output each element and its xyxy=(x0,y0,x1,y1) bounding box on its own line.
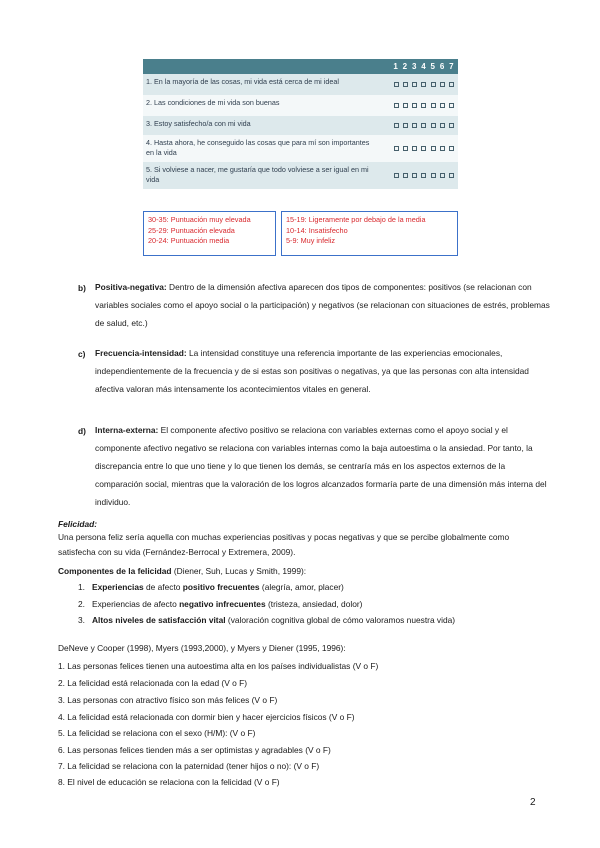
scale-item xyxy=(143,135,458,162)
answer-checkbox[interactable] xyxy=(394,103,399,108)
item-text: (alegría, amor, placer) xyxy=(259,582,344,592)
answer-checkbox[interactable] xyxy=(403,146,408,151)
answer-checkbox[interactable] xyxy=(431,123,436,128)
component-title: Positiva-negativa: xyxy=(95,282,167,292)
scale-item-text: 2. Las condiciones de mi vida son buenas xyxy=(146,98,280,107)
scale-number: 7 xyxy=(449,62,454,71)
scale-number: 1 xyxy=(393,62,398,71)
answer-checkbox[interactable] xyxy=(449,103,454,108)
list-number: 1. xyxy=(78,582,85,592)
item-text: Experiencias xyxy=(91,599,140,609)
quiz-item: 8. El nivel de educación se relaciona con la felicidad (V o F) xyxy=(58,777,280,787)
answer-checkbox[interactable] xyxy=(394,146,399,151)
answer-checkbox[interactable] xyxy=(440,123,445,128)
answer-checkbox[interactable] xyxy=(394,173,399,178)
component-title: Interna-externa: xyxy=(95,425,159,435)
answer-checkbox[interactable] xyxy=(421,173,426,178)
answer-checkbox[interactable] xyxy=(449,173,454,178)
scale-item-text: 1. En la mayoría de las cosas, mi vida está cerca de mi ideal xyxy=(146,77,339,86)
score-legend-low xyxy=(281,211,458,256)
score-legend-high xyxy=(143,211,276,256)
felicidad-definition: Una persona feliz sería aquella con muchas experiencias positivas y pocas negativas y que se percibe globalmente como satisfecha con su vida (Fernández-Berrocal y Extremera, 2009). xyxy=(58,532,510,557)
score-line: 10-14: Insatisfecho xyxy=(286,225,348,235)
answer-checkbox[interactable] xyxy=(412,146,417,151)
scale-numbers xyxy=(391,59,456,74)
components-reference: (Diener, Suh, Lucas y Smith, 1999): xyxy=(173,566,307,576)
answer-checkbox[interactable] xyxy=(449,123,454,128)
component-paragraph xyxy=(95,421,550,511)
answer-checkbox[interactable] xyxy=(431,146,436,151)
answer-checkbox[interactable] xyxy=(421,123,426,128)
scale-item xyxy=(143,162,458,189)
answer-checkbox[interactable] xyxy=(412,82,417,87)
answer-checkbox[interactable] xyxy=(431,173,436,178)
quiz-item: 7. La felicidad se relaciona con la paternidad (tener hijos o no): (V o F) xyxy=(58,761,320,771)
score-line: 30-35: Puntuación muy elevada xyxy=(148,215,251,224)
scale-number: 3 xyxy=(411,62,417,71)
component-body: Dentro de la dimensión afectiva aparecen dos tipos de componentes: positivos (se relacionan con variables sociales como el apoyo social o la participación) y negativos (se relacionan con situaciones de estrés, problemas de salud, etc.) xyxy=(95,282,550,328)
item-text: (tristeza, ansiedad, dolor) xyxy=(265,599,363,609)
component-paragraph xyxy=(95,344,550,398)
list-marker: c) xyxy=(78,349,86,359)
list-marker: b) xyxy=(78,283,86,293)
scale-number: 4 xyxy=(421,62,426,71)
component-body: La intensidad constituye una referencia importante de las experiencias emocionales, independientemente de la frecuencia y de si estas son positivas o negativas, ya que las personas con alta intensidad afectiva valoran más intensamente los acontecimientos vitales en general. xyxy=(95,348,529,394)
item-text: de afecto xyxy=(139,599,180,609)
answer-checkbox[interactable] xyxy=(431,103,436,108)
item-bold: positivo frecuentes xyxy=(182,582,260,592)
answer-checkbox[interactable] xyxy=(440,173,445,178)
scale-item-text: 3. Estoy satisfecho/a con mi vida xyxy=(146,119,251,128)
quiz-item: 2. La felicidad está relacionada con la edad (V o F) xyxy=(58,678,248,688)
satisfaction-scale-table xyxy=(143,59,458,189)
scale-item xyxy=(143,116,458,135)
answer-checkbox[interactable] xyxy=(421,82,426,87)
item-text: de afecto xyxy=(143,582,183,592)
answer-checkbox[interactable] xyxy=(421,103,426,108)
component-body: El componente afectivo positivo se relaciona con variables externas como el apoyo social y el componente afectivo negativo se relaciona con variables internas como la baja autoestima o la ansiedad. Por tanto, la discrepancia entre lo que uno tiene y lo que tienen los demás, se centraría más en los aspectos externos de la comparación social, mientras que la valoración de los logros alcanzados formaría parte de una dimensión más interna del individuo. xyxy=(95,425,547,507)
section-heading: Felicidad: xyxy=(58,519,98,529)
components-title: Componentes de la felicidad xyxy=(58,566,172,576)
list-number: 2. xyxy=(78,599,85,609)
answer-checkbox[interactable] xyxy=(394,123,399,128)
answer-checkbox[interactable] xyxy=(412,173,417,178)
quiz-item: 1. Las personas felices tienen una autoestima alta en los países individualistas (V o F) xyxy=(58,661,379,671)
score-line: 15-19: Ligeramente por debajo de la media xyxy=(286,215,426,224)
score-line: 25-29: Puntuación elevada xyxy=(148,225,235,235)
quiz-intro: DeNeve y Cooper (1998), Myers (1993,2000), y Myers y Diener (1995, 1996): xyxy=(58,643,346,653)
answer-checkbox[interactable] xyxy=(403,103,408,108)
scale-item-text: 4. Hasta ahora, he conseguido las cosas que para mí son importantes en la vida xyxy=(146,138,370,157)
page-number: 2 xyxy=(530,797,536,808)
scale-number: 5 xyxy=(430,62,435,71)
answer-boxes[interactable] xyxy=(392,95,456,116)
answer-boxes[interactable] xyxy=(392,135,456,162)
scale-header xyxy=(143,59,458,74)
answer-checkbox[interactable] xyxy=(449,82,454,87)
quiz-item: 4. La felicidad está relacionada con dormir bien y hacer ejercicios físicos (V o F) xyxy=(58,712,355,722)
answer-checkbox[interactable] xyxy=(440,82,445,87)
quiz-item: 3. Las personas con atractivo físico son más felices (V o F) xyxy=(58,695,278,705)
answer-checkbox[interactable] xyxy=(440,103,445,108)
list-marker: d) xyxy=(78,426,86,436)
answer-checkbox[interactable] xyxy=(449,146,454,151)
answer-boxes[interactable] xyxy=(392,162,456,189)
answer-checkbox[interactable] xyxy=(421,146,426,151)
list-number: 3. xyxy=(78,615,85,625)
answer-checkbox[interactable] xyxy=(440,146,445,151)
component-title: Frecuencia-intensidad: xyxy=(95,348,187,358)
answer-checkbox[interactable] xyxy=(403,82,408,87)
quiz-item: 6. Las personas felices tienden más a ser optimistas y agradables (V o F) xyxy=(58,745,331,755)
item-text: (valoración cognitiva global de cómo valoramos nuestra vida) xyxy=(225,615,456,625)
list-item xyxy=(78,614,455,626)
component-paragraph xyxy=(95,278,550,332)
answer-checkbox[interactable] xyxy=(403,173,408,178)
list-item xyxy=(78,581,344,593)
quiz-item: 5. La felicidad se relaciona con el sexo (H/M): (V o F) xyxy=(58,728,256,738)
score-line: 5-9: Muy infeliz xyxy=(286,236,336,245)
item-bold: Experiencias xyxy=(91,582,144,592)
answer-checkbox[interactable] xyxy=(431,82,436,87)
answer-boxes[interactable] xyxy=(392,74,456,95)
answer-checkbox[interactable] xyxy=(412,123,417,128)
answer-checkbox[interactable] xyxy=(412,103,417,108)
score-line: 20-24: Puntuación media xyxy=(148,236,230,245)
answer-checkbox[interactable] xyxy=(394,82,399,87)
components-heading xyxy=(58,565,306,577)
scale-number: 2 xyxy=(402,62,408,71)
list-item xyxy=(78,598,362,610)
scale-item xyxy=(143,95,458,116)
answer-checkbox[interactable] xyxy=(403,123,408,128)
scale-item-text: 5. Si volviese a nacer, me gustaría que todo volviese a ser igual en mi vida xyxy=(146,165,369,184)
answer-boxes[interactable] xyxy=(392,116,456,135)
scale-item xyxy=(143,74,458,95)
scale-number: 6 xyxy=(439,62,445,71)
item-bold: negativo infrecuentes xyxy=(179,599,266,609)
item-bold: Altos niveles de satisfacción vital xyxy=(91,615,226,625)
